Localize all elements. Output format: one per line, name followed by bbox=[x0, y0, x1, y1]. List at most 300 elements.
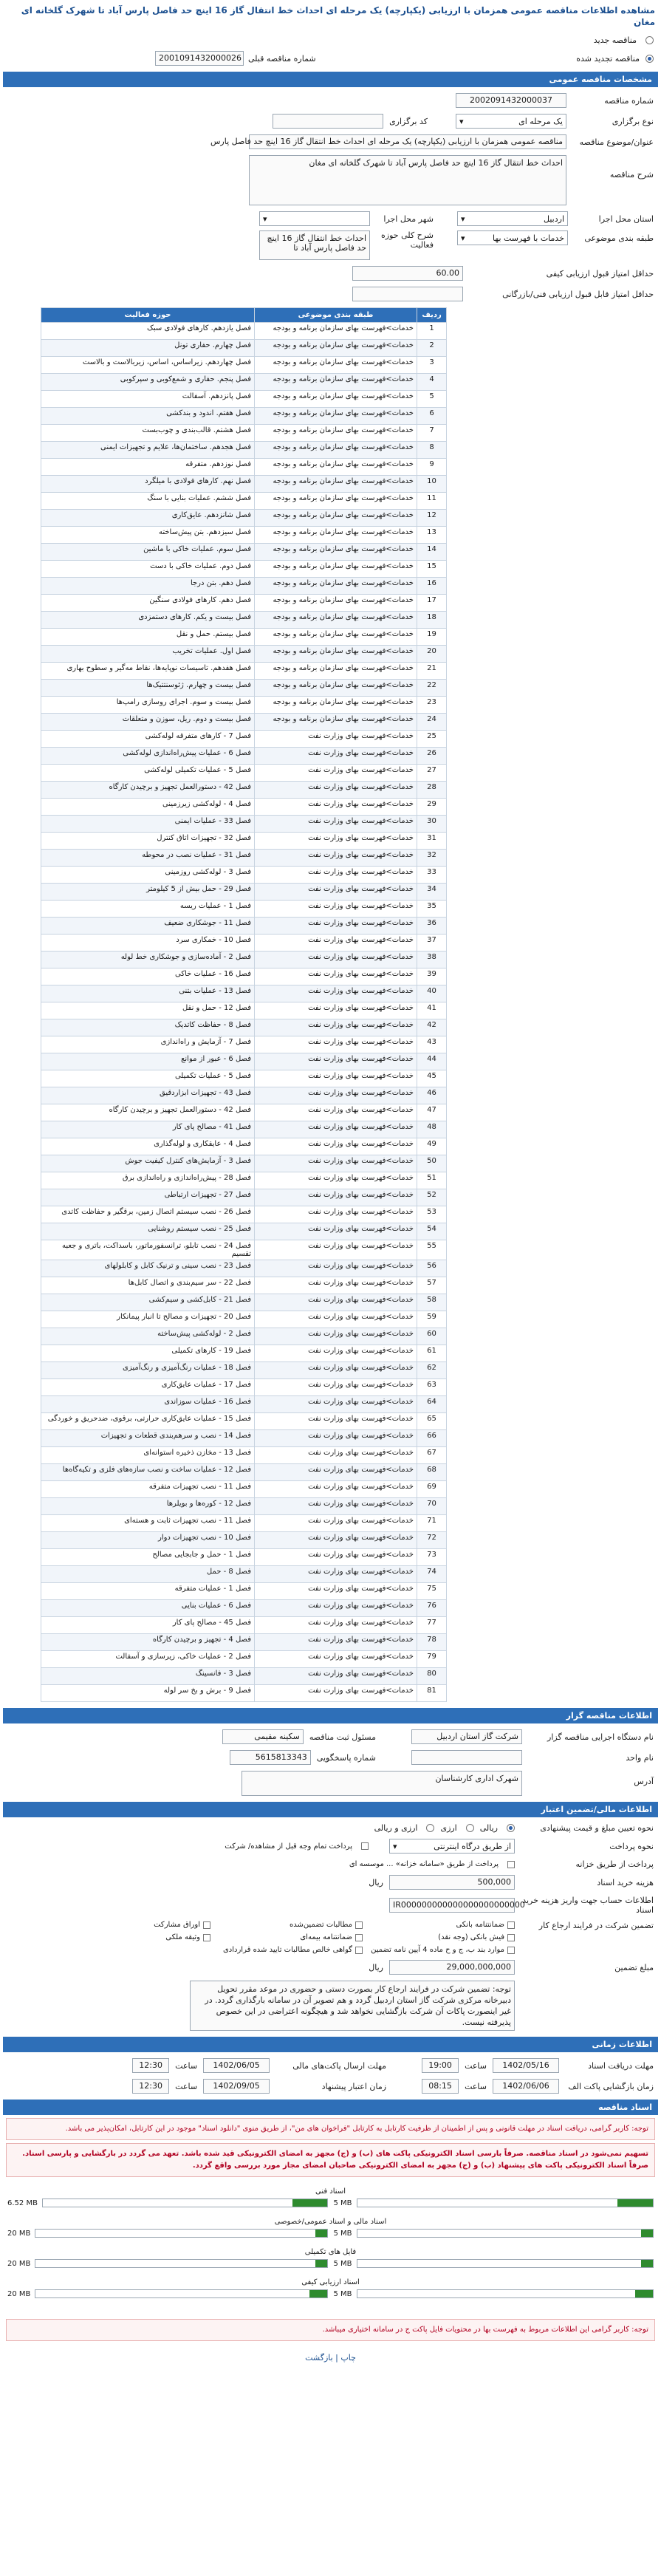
row-scope: فصل بیست و چهارم. ژئوسنتتیک‌ها bbox=[41, 680, 255, 697]
row-scope: فصل 20 - تجهیزات و مصالح تا انبار پیمانکار bbox=[41, 1311, 255, 1328]
time-label-2: ساعت bbox=[175, 2060, 198, 2071]
row-index: 22 bbox=[417, 680, 447, 697]
row-scope: فصل 17 - عملیات عایق‌کاری bbox=[41, 1379, 255, 1396]
radio-rial[interactable] bbox=[507, 1824, 515, 1832]
row-category: خدمات>فهرست بهای وزارت نفت bbox=[255, 1223, 417, 1240]
notes-field[interactable]: توجه: تضمین شرکت در فرایند ارجاع کار بصورت دستی و حضوری در موعد مقرر تحویل دبیرخانه مرکزی شرکت گاز استان اردبیل گردد و هم تصویر آن در سامانه بارگذاری گردد. در غیر اینصورت پاکات آن شرکت بازگشایی نخواهد شد و هیچگونه اعتراضی در این خصوص پذیرفته نیست. bbox=[190, 1981, 515, 2031]
radio-both[interactable] bbox=[426, 1824, 434, 1832]
back-link[interactable]: بازگشت bbox=[305, 2353, 333, 2363]
row-scope: فصل 10 - نصب تجهیزات دوار bbox=[41, 1532, 255, 1549]
row-category: خدمات>فهرست بهای سازمان برنامه و بودجه bbox=[255, 561, 417, 578]
treasury-row bbox=[0, 1856, 661, 1872]
account-label: اطلاعات حساب جهت واریز هزینه خرید اسناد bbox=[522, 1896, 654, 1915]
guarantee-checkbox[interactable] bbox=[507, 1934, 515, 1941]
receive-label: مهلت دریافت اسناد bbox=[588, 2060, 654, 2071]
progress-fill bbox=[641, 2230, 653, 2237]
row-category: خدمات>فهرست بهای وزارت نفت bbox=[255, 816, 417, 833]
code-label: کد برگزاری bbox=[389, 116, 428, 126]
row-scope: فصل 9 - برش و بخ سر لوله bbox=[41, 1685, 255, 1702]
guarantee-option[interactable] bbox=[367, 1946, 515, 1954]
table-row bbox=[41, 1328, 447, 1345]
row-index: 4 bbox=[417, 374, 447, 391]
province-group bbox=[454, 211, 654, 226]
row-scope: فصل نهم. کارهای فولادی با میلگرد bbox=[41, 476, 255, 493]
radio-fx[interactable] bbox=[466, 1824, 474, 1832]
financial-section-title: اطلاعات مالی/تضمین اعتبار bbox=[3, 1802, 658, 1817]
org-name-field[interactable]: شرکت گاز استان اردبیل bbox=[411, 1729, 522, 1744]
min-tech-label: حداقل امتیاز قابل قبول ارزیابی فنی/بازرگانی bbox=[502, 289, 654, 299]
row-index: 32 bbox=[417, 850, 447, 867]
row-category: خدمات>فهرست بهای سازمان برنامه و بودجه bbox=[255, 578, 417, 595]
row-category: خدمات>فهرست بهای وزارت نفت bbox=[255, 1617, 417, 1634]
location-right bbox=[454, 211, 654, 245]
guarantee-checkbox[interactable] bbox=[355, 1934, 363, 1941]
row-index: 3 bbox=[417, 357, 447, 374]
table-row bbox=[41, 1498, 447, 1515]
row-scope: فصل 12 - حمل و نقل bbox=[41, 1002, 255, 1019]
responsible-field[interactable]: سکینه مقیمی bbox=[222, 1729, 304, 1744]
row-index: 43 bbox=[417, 1036, 447, 1053]
row-category: خدمات>فهرست بهای وزارت نفت bbox=[255, 1362, 417, 1379]
row-index: 80 bbox=[417, 1668, 447, 1685]
schedule-section-title: اطلاعات زمانی bbox=[3, 2037, 658, 2052]
row-index: 72 bbox=[417, 1532, 447, 1549]
row-index: 26 bbox=[417, 748, 447, 765]
amount-label: مبلغ تضمین bbox=[614, 1962, 654, 1972]
row-category: خدمات>فهرست بهای وزارت نفت bbox=[255, 1413, 417, 1430]
file-limit bbox=[334, 2289, 654, 2298]
row-scope: فصل 45 - مصالح پای کار bbox=[41, 1617, 255, 1634]
row-index: 70 bbox=[417, 1498, 447, 1515]
row-category: خدمات>فهرست بهای وزارت نفت bbox=[255, 1277, 417, 1294]
row-scope: فصل شانزدهم. عایق‌کاری bbox=[41, 510, 255, 527]
row-category: خدمات>فهرست بهای وزارت نفت bbox=[255, 1651, 417, 1668]
scope-field[interactable]: احداث خط انتقال گاز 16 اینچ حد فاصل پارس آباد تا bbox=[259, 230, 370, 260]
min-quality-label: حداقل امتیاز قبول ارزیابی کیفی bbox=[546, 268, 654, 279]
row-scope: فصل هجدهم. ساختمان‌ها، علایم و تجهیزات ایمنی bbox=[41, 442, 255, 459]
row-category: خدمات>فهرست بهای وزارت نفت bbox=[255, 1396, 417, 1413]
progress-fill bbox=[315, 2260, 327, 2267]
row-index: 39 bbox=[417, 968, 447, 985]
table-row bbox=[41, 833, 447, 850]
unit-row bbox=[0, 1747, 661, 1768]
row-scope: فصل 11 - جوشکاری ضعیف bbox=[41, 918, 255, 935]
row-category: خدمات>فهرست بهای وزارت نفت bbox=[255, 1668, 417, 1685]
row-index: 1 bbox=[417, 323, 447, 340]
table-row bbox=[41, 459, 447, 476]
submit-time[interactable]: 12:30 bbox=[132, 2058, 169, 2073]
radio-new[interactable] bbox=[645, 36, 654, 44]
row-index: 51 bbox=[417, 1172, 447, 1189]
table-row bbox=[41, 663, 447, 680]
chevron-down-icon: ▾ bbox=[461, 233, 465, 243]
row-category: خدمات>فهرست بهای سازمان برنامه و بودجه bbox=[255, 374, 417, 391]
row-scope: فصل 16 - عملیات سوزاندی bbox=[41, 1396, 255, 1413]
row-index: 25 bbox=[417, 731, 447, 748]
amount-row bbox=[0, 1957, 661, 1978]
row-category: خدمات>فهرست بهای سازمان برنامه و بودجه bbox=[255, 595, 417, 612]
credit-opt2: ارزی bbox=[440, 1823, 457, 1833]
category-group bbox=[454, 230, 654, 245]
row-scope: فصل یازدهم. کارهای فولادی سبک bbox=[41, 323, 255, 340]
table-row bbox=[41, 816, 447, 833]
guarantee-row bbox=[0, 1918, 661, 1957]
progress-bar bbox=[42, 2199, 328, 2207]
row-index: 5 bbox=[417, 391, 447, 408]
table-row bbox=[41, 1447, 447, 1464]
table-row bbox=[41, 374, 447, 391]
row-index: 65 bbox=[417, 1413, 447, 1430]
row-scope: فصل 43 - تجهیزات ابزاردقیق bbox=[41, 1087, 255, 1104]
table-row bbox=[41, 1345, 447, 1362]
row-scope: فصل اول. عملیات تخریب bbox=[41, 646, 255, 663]
desc-field[interactable]: احداث خط انتقال گاز 16 اینچ حد فاصل پارس آباد تا شهرک گلخانه ای مغان bbox=[249, 155, 566, 205]
guarantee-label: تضمین شرکت در فرایند ارجاع کار bbox=[538, 1921, 654, 1930]
table-row bbox=[41, 765, 447, 782]
row-index: 36 bbox=[417, 918, 447, 935]
guarantee-option[interactable] bbox=[215, 1946, 363, 1954]
table-row bbox=[41, 493, 447, 510]
submit-date[interactable]: 1402/06/05 bbox=[203, 2058, 270, 2073]
min-quality-field[interactable]: 60.00 bbox=[352, 266, 463, 281]
table-row bbox=[41, 578, 447, 595]
row-category: خدمات>فهرست بهای وزارت نفت bbox=[255, 1566, 417, 1583]
file-item bbox=[7, 2248, 654, 2268]
activities-table bbox=[41, 307, 447, 1702]
table-row bbox=[41, 442, 447, 459]
desc-label: شرح مناقصه bbox=[609, 170, 654, 180]
table-row bbox=[41, 1138, 447, 1155]
row-index: 41 bbox=[417, 1002, 447, 1019]
row-scope: فصل 10 - خمکاری سرد bbox=[41, 935, 255, 952]
row-scope: فصل 31 - عملیات نصب در محوطه bbox=[41, 850, 255, 867]
row-scope: فصل پانزدهم. آسفالت bbox=[41, 391, 255, 408]
title-field[interactable]: مناقصه عمومی همزمان با ارزیابی (یکپارچه) یک مرحله ای احداث خط انتقال گاز 16 اینچ حد فاصل پارس bbox=[249, 134, 566, 149]
guarantee-option[interactable] bbox=[63, 1933, 210, 1941]
table-row bbox=[41, 323, 447, 340]
file-label: اسناد ارزیابی کیفی bbox=[301, 2278, 360, 2286]
print-link[interactable]: چاپ bbox=[340, 2353, 356, 2363]
row-category: خدمات>فهرست بهای وزارت نفت bbox=[255, 1379, 417, 1396]
account-field[interactable]: IR000000000000000000000000 bbox=[389, 1898, 515, 1913]
row-index: 20 bbox=[417, 646, 447, 663]
row-index: 56 bbox=[417, 1260, 447, 1277]
row-index: 52 bbox=[417, 1189, 447, 1206]
guarantee-checkbox[interactable] bbox=[355, 1947, 363, 1954]
row-category: خدمات>فهرست بهای وزارت نفت bbox=[255, 1053, 417, 1070]
table-row bbox=[41, 1019, 447, 1036]
file-limit bbox=[334, 2199, 654, 2207]
row-index: 19 bbox=[417, 629, 447, 646]
row-index: 27 bbox=[417, 765, 447, 782]
row-index: 12 bbox=[417, 510, 447, 527]
pay-row bbox=[0, 1836, 661, 1856]
row-category: خدمات>فهرست بهای سازمان برنامه و بودجه bbox=[255, 527, 417, 544]
row-category: خدمات>فهرست بهای وزارت نفت bbox=[255, 1634, 417, 1651]
row-category: خدمات>فهرست بهای وزارت نفت bbox=[255, 1481, 417, 1498]
pay-select-value: از طریق درگاه اینترنتی bbox=[434, 1841, 511, 1851]
row-scope: فصل 6 - عملیات بنایی bbox=[41, 1600, 255, 1617]
row-scope: فصل 1 - عملیات ریسه bbox=[41, 901, 255, 918]
renew-option[interactable] bbox=[576, 54, 654, 64]
table-row bbox=[41, 1481, 447, 1498]
row-category: خدمات>فهرست بهای وزارت نفت bbox=[255, 1036, 417, 1053]
row-category: خدمات>فهرست بهای وزارت نفت bbox=[255, 1447, 417, 1464]
row-scope: فصل 3 - لوله‌کشی روزمینی bbox=[41, 867, 255, 884]
progress-bar bbox=[357, 2259, 654, 2268]
phone-field[interactable]: 5615813343 bbox=[230, 1750, 311, 1765]
validity-date[interactable]: 1402/09/05 bbox=[203, 2079, 270, 2094]
row-scope: فصل ششم. عملیات بنایی با سنگ bbox=[41, 493, 255, 510]
progress-bar bbox=[35, 2229, 327, 2238]
table-row bbox=[41, 1277, 447, 1294]
row-scope: فصل 6 - عملیات پیش‌راه‌اندازی لوله‌کشی bbox=[41, 748, 255, 765]
row-scope: فصل 23 - نصب سینی و ترنیک کابل و کابلولهای bbox=[41, 1260, 255, 1277]
row-scope: فصل 8 - حفاظت کاتدیک bbox=[41, 1019, 255, 1036]
row-scope: فصل هفدهم. تاسیسات نوپایه‌ها، نقاط مه‌گیر و سطوح بهاری bbox=[41, 663, 255, 680]
category-select-value: خدمات با فهرست بها bbox=[493, 233, 564, 243]
guarantee-option-label: اوراق مشارکت bbox=[154, 1921, 200, 1929]
credit-row bbox=[0, 1820, 661, 1836]
row-index: 49 bbox=[417, 1138, 447, 1155]
file-bars bbox=[7, 2289, 654, 2298]
row-scope: فصل چهاردهم. زیراساس، اساس، زیربالاست و بالاست bbox=[41, 357, 255, 374]
file-limit bbox=[334, 2259, 654, 2268]
file-used bbox=[7, 2289, 328, 2298]
table-row bbox=[41, 1651, 447, 1668]
prev-number-field[interactable]: 2001091432000026 bbox=[155, 51, 244, 66]
file-item bbox=[7, 2218, 654, 2238]
row-scope: فصل پنجم. حفاری و شمع‌کوبی و سپرکوبی bbox=[41, 374, 255, 391]
row-scope: فصل 2 - لوله‌کشی پیش‌ساخته bbox=[41, 1328, 255, 1345]
guarantee-option-label: ضمانتنامه بیمه‌ای bbox=[300, 1933, 352, 1941]
credit-label: نحوه تعیین مبلغ و قیمت پیشنهادی bbox=[540, 1823, 654, 1833]
row-index: 10 bbox=[417, 476, 447, 493]
docs-section-title: اسناد مناقصه bbox=[3, 2100, 658, 2115]
row-scope: فصل دهم. بتن درجا bbox=[41, 578, 255, 595]
row-category: خدمات>فهرست بهای وزارت نفت bbox=[255, 833, 417, 850]
row-index: 53 bbox=[417, 1206, 447, 1223]
row-scope: فصل 3 - فانسینگ bbox=[41, 1668, 255, 1685]
row-scope: فصل سوم. عملیات خاکی با ماشین bbox=[41, 544, 255, 561]
row-scope: فصل بیست و سوم. اجرای روسازی رامپ‌ها bbox=[41, 697, 255, 714]
row-index: 21 bbox=[417, 663, 447, 680]
col-category: طبقه بندی موضوعی bbox=[255, 308, 417, 323]
province-select[interactable] bbox=[457, 211, 568, 226]
row-scope: فصل 13 - مخازن ذخیره استوانه‌ای bbox=[41, 1447, 255, 1464]
row-index: 67 bbox=[417, 1447, 447, 1464]
pay-note: پرداخت تمام وجه قبل از مشاهده/ شرکت bbox=[225, 1842, 352, 1851]
guarantee-checkbox[interactable] bbox=[507, 1947, 515, 1954]
col-index: ردیف bbox=[417, 308, 447, 323]
row-scope: فصل 13 - عملیات بتنی bbox=[41, 985, 255, 1002]
col-scope: حوزه فعالیت bbox=[41, 308, 255, 323]
docs-warning-2: تسهیم نمی‌شود در اسناد مناقصه. صرفاً بارسی اسناد الکترونیکی پاکت های (ب) و (ج) مجهز به امضای الکترونیکی قید شده باشد. تعهد می گردد در بارگشایی و پارسی اسناد. صرفاً اسناد الکترونیکی پاکت های پیشنهاد (ب) و (ج) مجهز به امضای الکترونیکی صاحبان امضای مجاز مورد بررسی واقع گردد. bbox=[6, 2143, 655, 2177]
file-label: فایل های تکمیلی bbox=[304, 2248, 357, 2256]
progress-fill bbox=[617, 2199, 653, 2207]
unit-field[interactable] bbox=[411, 1750, 522, 1765]
file-bars bbox=[7, 2199, 654, 2207]
table-row bbox=[41, 731, 447, 748]
row-scope: فصل 19 - کارهای تکمیلی bbox=[41, 1345, 255, 1362]
activities-header-row bbox=[41, 308, 447, 323]
min-tech-field[interactable] bbox=[352, 287, 463, 301]
table-row bbox=[41, 1121, 447, 1138]
prev-number-group bbox=[155, 51, 316, 66]
row-index: 76 bbox=[417, 1600, 447, 1617]
guarantee-checkbox[interactable] bbox=[507, 1921, 515, 1929]
guarantee-option[interactable] bbox=[63, 1921, 210, 1929]
row-index: 15 bbox=[417, 561, 447, 578]
guarantee-option[interactable] bbox=[215, 1933, 363, 1941]
org-name-row bbox=[0, 1726, 661, 1747]
table-row bbox=[41, 1430, 447, 1447]
amount-unit: ریال bbox=[369, 1962, 383, 1972]
table-row bbox=[41, 391, 447, 408]
row-index: 75 bbox=[417, 1583, 447, 1600]
guarantee-option[interactable] bbox=[367, 1933, 515, 1941]
file-size: 5 MB bbox=[333, 2229, 352, 2238]
row-index: 38 bbox=[417, 952, 447, 968]
address-field[interactable]: شهرک اداری کارشناسان bbox=[242, 1771, 522, 1796]
row-index: 74 bbox=[417, 1566, 447, 1583]
row-scope: فصل هشتم. قالب‌بندی و چوب‌بست bbox=[41, 425, 255, 442]
row-index: 28 bbox=[417, 782, 447, 799]
table-row bbox=[41, 918, 447, 935]
city-select[interactable] bbox=[259, 211, 370, 226]
location-left bbox=[259, 211, 434, 260]
row-category: خدمات>فهرست بهای وزارت نفت bbox=[255, 1328, 417, 1345]
row-category: خدمات>فهرست بهای سازمان برنامه و بودجه bbox=[255, 680, 417, 697]
table-row bbox=[41, 408, 447, 425]
row-category: خدمات>فهرست بهای وزارت نفت bbox=[255, 1121, 417, 1138]
validity-time[interactable]: 12:30 bbox=[132, 2079, 169, 2094]
row-category: خدمات>فهرست بهای وزارت نفت bbox=[255, 918, 417, 935]
row-index: 17 bbox=[417, 595, 447, 612]
guarantee-option[interactable] bbox=[367, 1921, 515, 1929]
row-category: خدمات>فهرست بهای وزارت نفت bbox=[255, 1294, 417, 1311]
table-row bbox=[41, 646, 447, 663]
table-row bbox=[41, 697, 447, 714]
file-size: 5 MB bbox=[333, 2289, 352, 2298]
row-category: خدمات>فهرست بهای وزارت نفت bbox=[255, 1311, 417, 1328]
row-scope: فصل 2 - آماده‌سازی و جوشکاری خط لوله bbox=[41, 952, 255, 968]
doc-fee-field[interactable]: 500,000 bbox=[389, 1875, 515, 1890]
table-row bbox=[41, 1532, 447, 1549]
open-time[interactable]: 08:15 bbox=[422, 2079, 459, 2094]
file-bars bbox=[7, 2229, 654, 2238]
row-scope: فصل 24 - نصب تابلو، ترانسفورماتور، باسداکت، باتری و جعبه تقسیم bbox=[41, 1240, 255, 1260]
row-category: خدمات>فهرست بهای سازمان برنامه و بودجه bbox=[255, 408, 417, 425]
number-field[interactable]: 2002091432000037 bbox=[456, 93, 566, 108]
receive-date[interactable]: 1402/05/16 bbox=[493, 2058, 559, 2073]
table-row bbox=[41, 1223, 447, 1240]
table-row bbox=[41, 1294, 447, 1311]
row-index: 50 bbox=[417, 1155, 447, 1172]
table-row bbox=[41, 1396, 447, 1413]
row-category: خدمات>فهرست بهای وزارت نفت bbox=[255, 884, 417, 901]
row-category: خدمات>فهرست بهای وزارت نفت bbox=[255, 782, 417, 799]
row-index: 79 bbox=[417, 1651, 447, 1668]
guarantee-checkbox[interactable] bbox=[355, 1921, 363, 1929]
row-index: 11 bbox=[417, 493, 447, 510]
pay-select[interactable] bbox=[389, 1839, 515, 1854]
row-scope: فصل 28 - پیش‌راه‌اندازی و راه‌اندازی برق bbox=[41, 1172, 255, 1189]
receive-time[interactable]: 19:00 bbox=[422, 2058, 459, 2073]
type-select[interactable] bbox=[456, 114, 566, 129]
row-scope: فصل دهم. کارهای فولادی سنگین bbox=[41, 595, 255, 612]
table-row bbox=[41, 850, 447, 867]
row-index: 64 bbox=[417, 1396, 447, 1413]
row-scope: فصل 25 - نصب سیستم روشنایی bbox=[41, 1223, 255, 1240]
open-date[interactable]: 1402/06/06 bbox=[493, 2079, 559, 2094]
row-index: 68 bbox=[417, 1464, 447, 1481]
row-index: 8 bbox=[417, 442, 447, 459]
scope-group bbox=[259, 230, 434, 260]
row-scope: فصل 4 - تجهیز و برچیدن کارگاه bbox=[41, 1634, 255, 1651]
table-row bbox=[41, 1413, 447, 1430]
row-category: خدمات>فهرست بهای سازمان برنامه و بودجه bbox=[255, 391, 417, 408]
province-label: استان محل اجرا bbox=[598, 213, 654, 224]
file-limit bbox=[334, 2229, 654, 2238]
row-category: خدمات>فهرست بهای وزارت نفت bbox=[255, 799, 417, 816]
guarantee-option[interactable] bbox=[215, 1921, 363, 1929]
file-size: 20 MB bbox=[7, 2259, 31, 2268]
radio-renew[interactable] bbox=[645, 55, 654, 63]
footer-actions bbox=[0, 2344, 661, 2371]
row-category: خدمات>فهرست بهای وزارت نفت bbox=[255, 1189, 417, 1206]
category-select[interactable] bbox=[457, 230, 568, 245]
amount-field[interactable]: 29,000,000,000 bbox=[389, 1960, 515, 1975]
code-field[interactable] bbox=[273, 114, 383, 129]
table-row bbox=[41, 884, 447, 901]
tender-type-new[interactable] bbox=[0, 33, 661, 48]
page-title: مشاهده اطلاعات مناقصه عمومی همزمان با ارزیابی (یکپارچه) یک مرحله ای احداث خط انتقال گاز 16 اینچ حد فاصل پارس آباد تا شهرک گلخانه ای مغان bbox=[0, 0, 661, 33]
row-category: خدمات>فهرست بهای وزارت نفت bbox=[255, 1515, 417, 1532]
row-category: خدمات>فهرست بهای وزارت نفت bbox=[255, 1155, 417, 1172]
guarantee-checkbox[interactable] bbox=[203, 1921, 210, 1929]
progress-bar bbox=[357, 2289, 654, 2298]
schedule-row-1 bbox=[0, 2055, 661, 2076]
treasury-checkbox[interactable] bbox=[507, 1861, 515, 1868]
chevron-down-icon: ▾ bbox=[393, 1841, 397, 1851]
table-row bbox=[41, 901, 447, 918]
row-index: 14 bbox=[417, 544, 447, 561]
pay-note-checkbox[interactable] bbox=[361, 1842, 369, 1850]
table-row bbox=[41, 1240, 447, 1260]
row-scope: فصل 1 - عملیات متفرقه bbox=[41, 1583, 255, 1600]
row-category: خدمات>فهرست بهای وزارت نفت bbox=[255, 1172, 417, 1189]
table-row bbox=[41, 340, 447, 357]
number-label: شماره مناقصه bbox=[604, 95, 654, 106]
row-scope: فصل چهارم. حفاری تونل bbox=[41, 340, 255, 357]
table-row bbox=[41, 1549, 447, 1566]
row-index: 31 bbox=[417, 833, 447, 850]
table-row bbox=[41, 1464, 447, 1481]
guarantee-option-label: مطالبات تضمین‌شده bbox=[289, 1921, 352, 1929]
row-category: خدمات>فهرست بهای سازمان برنامه و بودجه bbox=[255, 697, 417, 714]
table-row bbox=[41, 1634, 447, 1651]
row-index: 73 bbox=[417, 1549, 447, 1566]
row-category: خدمات>فهرست بهای وزارت نفت bbox=[255, 1002, 417, 1019]
general-section-title: مشخصات مناقصه عمومی bbox=[3, 72, 658, 87]
table-row bbox=[41, 1668, 447, 1685]
row-category: خدمات>فهرست بهای وزارت نفت bbox=[255, 1087, 417, 1104]
row-index: 7 bbox=[417, 425, 447, 442]
submit-label: مهلت ارسال پاکت‌های مالی bbox=[292, 2060, 387, 2071]
guarantee-checkbox[interactable] bbox=[203, 1934, 210, 1941]
row-scope: فصل 41 - مصالح پای کار bbox=[41, 1121, 255, 1138]
